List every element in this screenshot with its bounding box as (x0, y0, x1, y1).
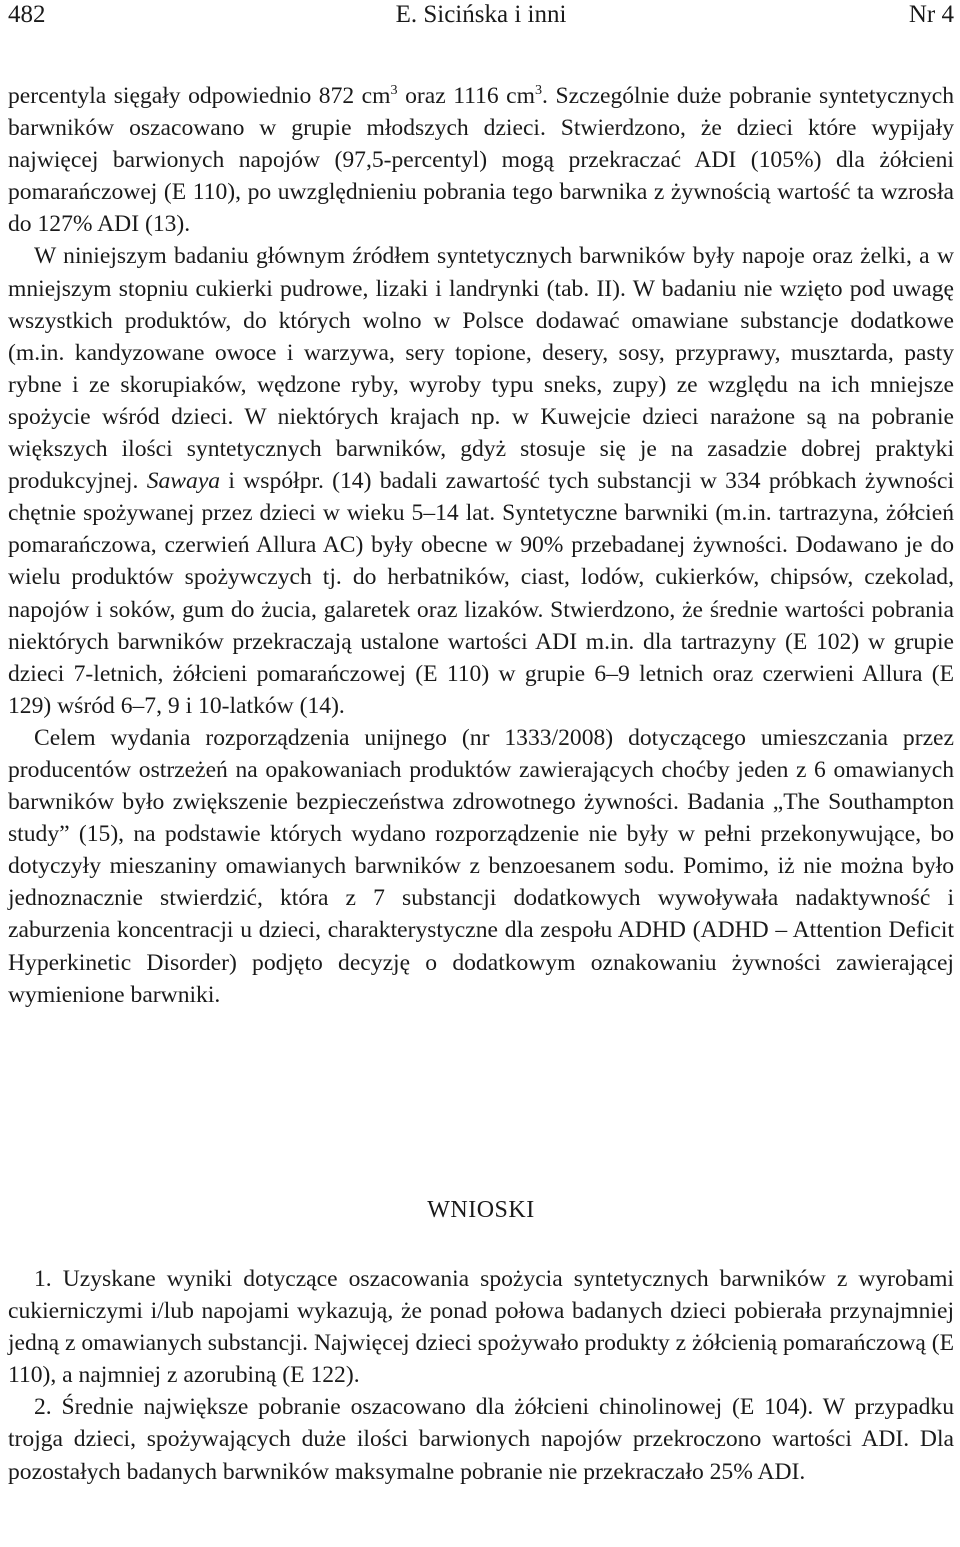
paragraph-2-text-a: W niniejszym badaniu głównym źródłem syntetycznych barwników były napoje oraz żelki, a w mniejszym stopniu cukierki pudrowe, lizaki i landrynki (tab. II). W badaniu nie wzięto pod uwagę wszystkich produktów, do których wolno w Polsce dodawać omawiane substancje dodatkowe (m.in. kandyzowane owoce i warzywa, sery topione, desery, sosy, przyprawy, musztarda, pasty rybne i ze skorupiaków, wędzone ryby, wyroby typu sneks, zupy) ze względu na ich mniejsze spożycie wśród dzieci. W niektórych krajach np. w Kuwejcie dzieci narażone są na pobranie większych ilości syntetycznych barwników, gdyż stosuje się je na zasadzie dobrej praktyki produkcyjnej. (8, 243, 954, 495)
issue-number: Nr 4 (908, 1, 954, 28)
running-title: E. Sicińska i inni (395, 1, 567, 28)
paragraph-1-text-a: percentyla sięgały odpowiednio 872 cm (8, 83, 391, 109)
section-heading: WNIOSKI (427, 1197, 535, 1223)
conclusion-item-2: 2. Średnie największe pobranie oszacowano dla żółcieni chinolinowej (E 104). W przypadku trojga dzieci, spożywających duże ilości barwionych napojów przekroczono wartości ADI. Dla pozostałych badanych barwników maksymalne pobranie nie przekraczało 25% ADI. (8, 1394, 954, 1485)
body-text (8, 80, 954, 1011)
paragraph-2-text-b: i współpr. (14) badali zawartość tych substancji w 334 próbkach żywności chętnie spożywanej przez dzieci w wieku 5–14 lat. Syntetyczne barwniki (m.in. tartrazyna, żółcień pomarańczowa, czerwień Allura AC) były obecne w 90% przebadanej żywności. Dodawano je do wielu produktów spożywczych tj. do herbatników, ciast, lodów, cukierków, chipsów, czekolad, napojów i soków, gum do żucia, galaretek oraz lizaków. Stwierdzono, że średnie wartości pobrania niektórych barwników przekraczają ustalone wartości ADI m.in. dla tartrazyny (E 102) w grupie dzieci 7-letnich, żółcieni pomarańczowej (E 110) w grupie 6–9 letnich oraz czerwieni Allura (E 129) wśród 6–7, 9 i 10-latków (14). (8, 468, 955, 719)
document-page (8, 0, 955, 1485)
paragraph-1-text-b: oraz 1116 cm (397, 83, 535, 109)
paragraph-2 (8, 240, 954, 721)
superscript-3: 3 (534, 82, 543, 99)
paragraph-1 (8, 80, 954, 240)
conclusions-list (8, 1263, 954, 1488)
author-name-italic: Sawaya (146, 468, 221, 495)
page-header (8, 0, 954, 36)
superscript-3: 3 (390, 82, 398, 99)
page-number: 482 (8, 1, 46, 28)
paragraph-3: Celem wydania rozporządzenia unijnego (nr 1333/2008) dotyczącego umieszczania przez producentów ostrzeżeń na opakowaniach produktów zawierających choćby jeden z 6 omawianych barwników było zwiększenie bezpieczeństwa zdrowotnego żywności. Badania „The Southampton study” (15), na podstawie których wydano rozporządzenie nie były w pełni przekonywujące, bo dotyczyły mieszaniny omawianych barwników z benzoesanem sodu. Pomimo, iż nie można było jednoznacznie stwierdzić, która z 7 substancji dodatkowych wywoływała nadaktywność i zaburzenia koncentracji u dzieci, charakterystyczne dla zespołu ADHD (ADHD – Attention Deficit Hyperkinetic Disorder) podjęto decyzję o dodatkowym oznakowaniu żywności zawierającej wymienione barwniki. (8, 724, 954, 1008)
conclusion-item-1: 1. Uzyskane wyniki dotyczące oszacowania spożycia syntetycznych barwników z wyrobami cukierniczymi i/lub napojami wykazują, że ponad połowa badanych dzieci pobierała przynajmniej jedną z omawianych substancji. Najwięcej dzieci spożywało produkty z żółcienią pomarańczową (E 110), a najmniej z azorubiną (E 122). (8, 1266, 954, 1389)
paragraph-1-text-c: . Szczególnie duże pobranie syntetycznych barwników oszacowano w grupie młodszych dzieci. Stwierdzono, że dzieci które wypijały najwięcej barwionych napojów (97,5-percentyl) mogą przekraczać ADI (105%) dla żółcieni pomarańczowej (E 110), po uwzględnieniu pobrania tego barwnika z żywnością wartość ta wzrosła do 127% ADI (13). (8, 83, 954, 238)
